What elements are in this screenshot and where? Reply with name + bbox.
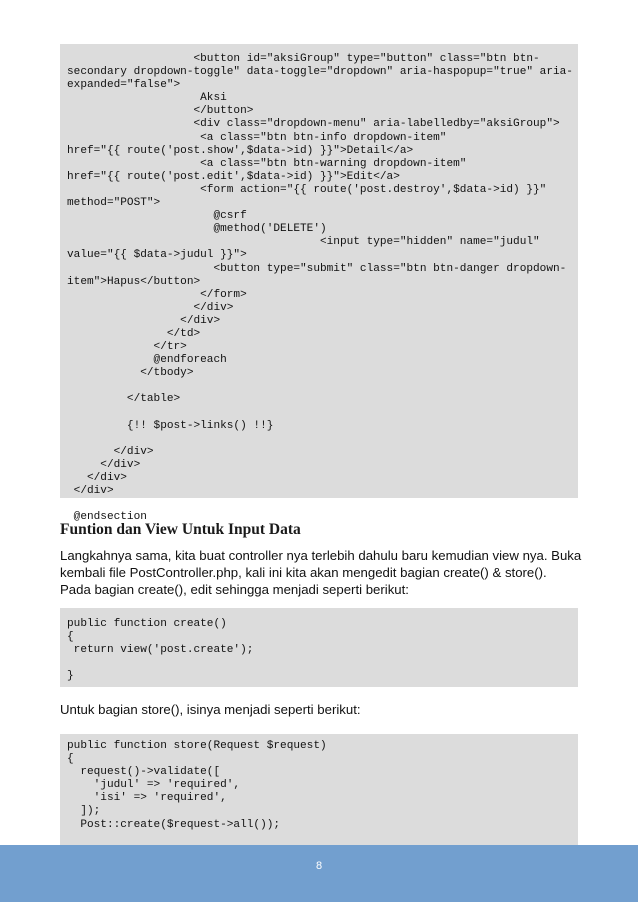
code-line: {!! $post->links() !!}: [67, 419, 274, 432]
code-line: public function create(): [67, 618, 227, 630]
code-line: return view('post.create');: [67, 644, 254, 657]
code-line: href="{{ route('post.show',$data->id) }}">Detail</a>: [67, 144, 414, 157]
code-line: expanded="false">: [67, 79, 181, 92]
code-line: request()->validate([: [67, 766, 221, 779]
code-line: ]);: [67, 805, 101, 818]
code-line: </div>: [67, 445, 154, 458]
code-block-create-function: [60, 608, 578, 687]
code-line: </div>: [67, 485, 114, 498]
code-line: href="{{ route('post.edit',$data->id) }}">Edit</a>: [67, 170, 400, 183]
code-line: </div>: [67, 458, 141, 471]
code-line: item">Hapus</button>: [67, 275, 201, 288]
section-heading: Funtion dan View Untuk Input Data: [60, 521, 301, 538]
code-line: <button type="submit" class="btn btn-danger dropdown-: [67, 262, 567, 275]
paragraph-line: Langkahnya sama, kita buat controller nya terlebih dahulu baru kemudian view nya. Buka: [60, 548, 582, 563]
intro-paragraph: [60, 547, 580, 598]
code-line: @endforeach: [67, 354, 227, 367]
page-footer: [0, 845, 638, 902]
code-line: </div>: [67, 314, 221, 327]
code-line: </form>: [67, 288, 247, 301]
code-line: @endsection: [67, 511, 147, 524]
code-line: </table>: [67, 393, 181, 406]
code-line: <div class="dropdown-menu" aria-labelledby="aksiGroup">: [67, 118, 560, 131]
code-line: }: [67, 670, 74, 683]
code-line: </button>: [67, 105, 254, 118]
code-line: <button id="aksiGroup" type="button" class="btn btn-: [67, 53, 540, 65]
code-line: public function store(Request $request): [67, 740, 327, 752]
page-number: 8: [315, 860, 323, 872]
code-block-blade-template: [60, 44, 578, 524]
paragraph-line: kembali file PostController.php, kali ini kita akan mengedit bagian create() & store().: [60, 565, 547, 580]
code-line: </tr>: [67, 341, 187, 354]
code-line: method="POST">: [67, 197, 161, 210]
code-line: 'judul' => 'required',: [67, 779, 241, 792]
code-line: Aksi: [67, 92, 227, 105]
code-line: @method('DELETE'): [67, 223, 327, 236]
paragraph-line: Untuk bagian store(), isinya menjadi seperti berikut:: [60, 702, 361, 717]
store-paragraph: [60, 701, 580, 718]
code-line: <a class="btn btn-warning dropdown-item": [67, 157, 467, 170]
code-line: <form action="{{ route('post.destroy',$data->id) }}": [67, 183, 547, 196]
code-line: </td>: [67, 327, 201, 340]
code-line: @csrf: [67, 210, 247, 223]
code-line: Post::create($request->all());: [67, 818, 281, 831]
code-line: </div>: [67, 472, 127, 484]
code-block-store-function: [60, 734, 578, 845]
code-line: <input type="hidden" name="judul": [67, 236, 540, 249]
code-line: {: [67, 753, 74, 766]
code-line: value="{{ $data->judul }}">: [67, 249, 247, 262]
code-line: <a class="btn btn-info dropdown-item": [67, 131, 447, 144]
code-line: secondary dropdown-toggle" data-toggle="dropdown" aria-haspopup="true" aria-: [67, 66, 573, 79]
code-line: 'isi' => 'required',: [67, 792, 227, 805]
code-line: </tbody>: [67, 367, 194, 380]
code-line: {: [67, 631, 74, 644]
code-line: </div>: [67, 301, 234, 314]
paragraph-line: Pada bagian create(), edit sehingga menjadi seperti berikut:: [60, 582, 409, 597]
